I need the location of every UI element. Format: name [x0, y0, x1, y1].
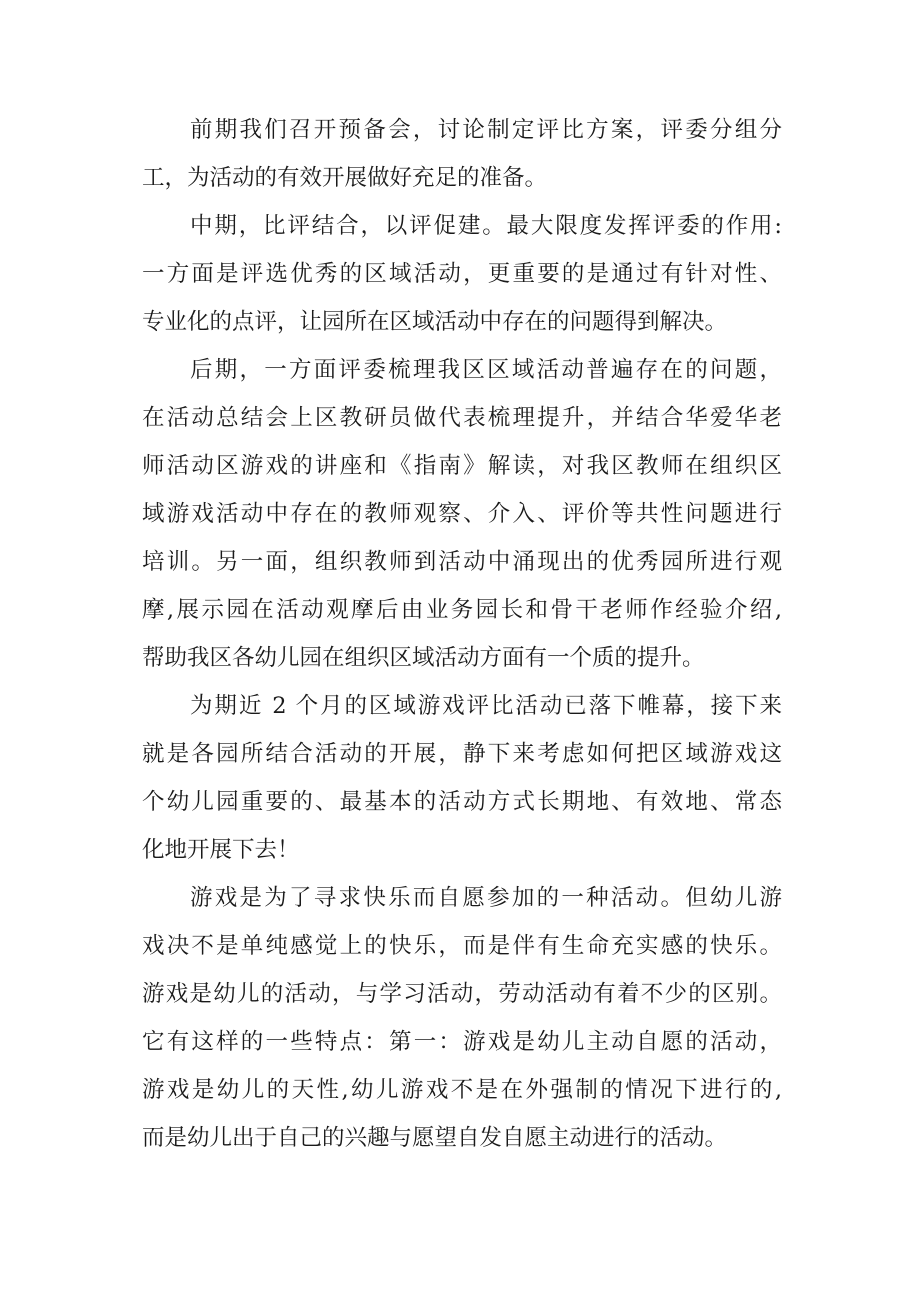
paragraph-2-line-1: 中期，比评结合，以评促建。最大限度发挥评委的作用:	[190, 213, 782, 239]
paragraph-4-line-3: 个幼儿园重要的、最基本的活动方式长期地、有效地、常态	[142, 789, 782, 815]
paragraph-3-line-7: 帮助我区各幼儿园在组织区域活动方面有一个质的提升。	[142, 645, 705, 671]
paragraph-3-line-2: 在活动总结会上区教研员做代表梳理提升，并结合华爱华老	[142, 405, 782, 431]
paragraph-2-line-3: 专业化的点评，让园所在区域活动中存在的问题得到解决。	[142, 309, 728, 335]
paragraph-1-line-1: 前期我们召开预备会，讨论制定评比方案，评委分组分	[190, 117, 782, 143]
paragraph-5-line-1: 游戏是为了寻求快乐而自愿参加的一种活动。但幼儿游	[190, 885, 782, 911]
paragraph-5-line-2: 戏决不是单纯感觉上的快乐，而是伴有生命充实感的快乐。	[142, 933, 782, 959]
paragraph-1-line-2: 工，为活动的有效开展做好充足的准备。	[142, 165, 548, 191]
paragraph-5-line-5: 游戏是幼儿的天性,幼儿游戏不是在外强制的情况下进行的,	[142, 1077, 782, 1103]
paragraph-4-line-1: 为期近 2 个月的区域游戏评比活动已落下帷幕，接下来	[190, 693, 782, 719]
paragraph-3-line-5: 培训。另一面，组织教师到活动中涌现出的优秀园所进行观	[142, 549, 782, 575]
paragraph-5-line-3: 游戏是幼儿的活动，与学习活动，劳动活动有着不少的区别。	[142, 981, 782, 1007]
paragraph-3-line-6: 摩,展示园在活动观摩后由业务园长和骨干老师作经验介绍,	[142, 597, 782, 623]
paragraph-4-line-2: 就是各园所结合活动的开展，静下来考虑如何把区域游戏这	[142, 741, 782, 767]
paragraph-5-line-4: 它有这样的一些特点：第一：游戏是幼儿主动自愿的活动，	[142, 1029, 782, 1055]
paragraph-5-line-6: 而是幼儿出于自己的兴趣与愿望自发自愿主动进行的活动。	[142, 1125, 728, 1151]
paragraph-4-line-4: 化地开展下去！	[142, 837, 300, 863]
paragraph-2-line-2: 一方面是评选优秀的区域活动，更重要的是通过有针对性、	[142, 261, 782, 287]
paragraph-3-line-4: 域游戏活动中存在的教师观察、介入、评价等共性问题进行	[142, 501, 782, 527]
paragraph-3-line-1: 后期，一方面评委梳理我区区域活动普遍存在的问题，	[190, 357, 782, 383]
paragraph-3-line-3: 师活动区游戏的讲座和《指南》解读，对我区教师在组织区	[142, 453, 782, 479]
